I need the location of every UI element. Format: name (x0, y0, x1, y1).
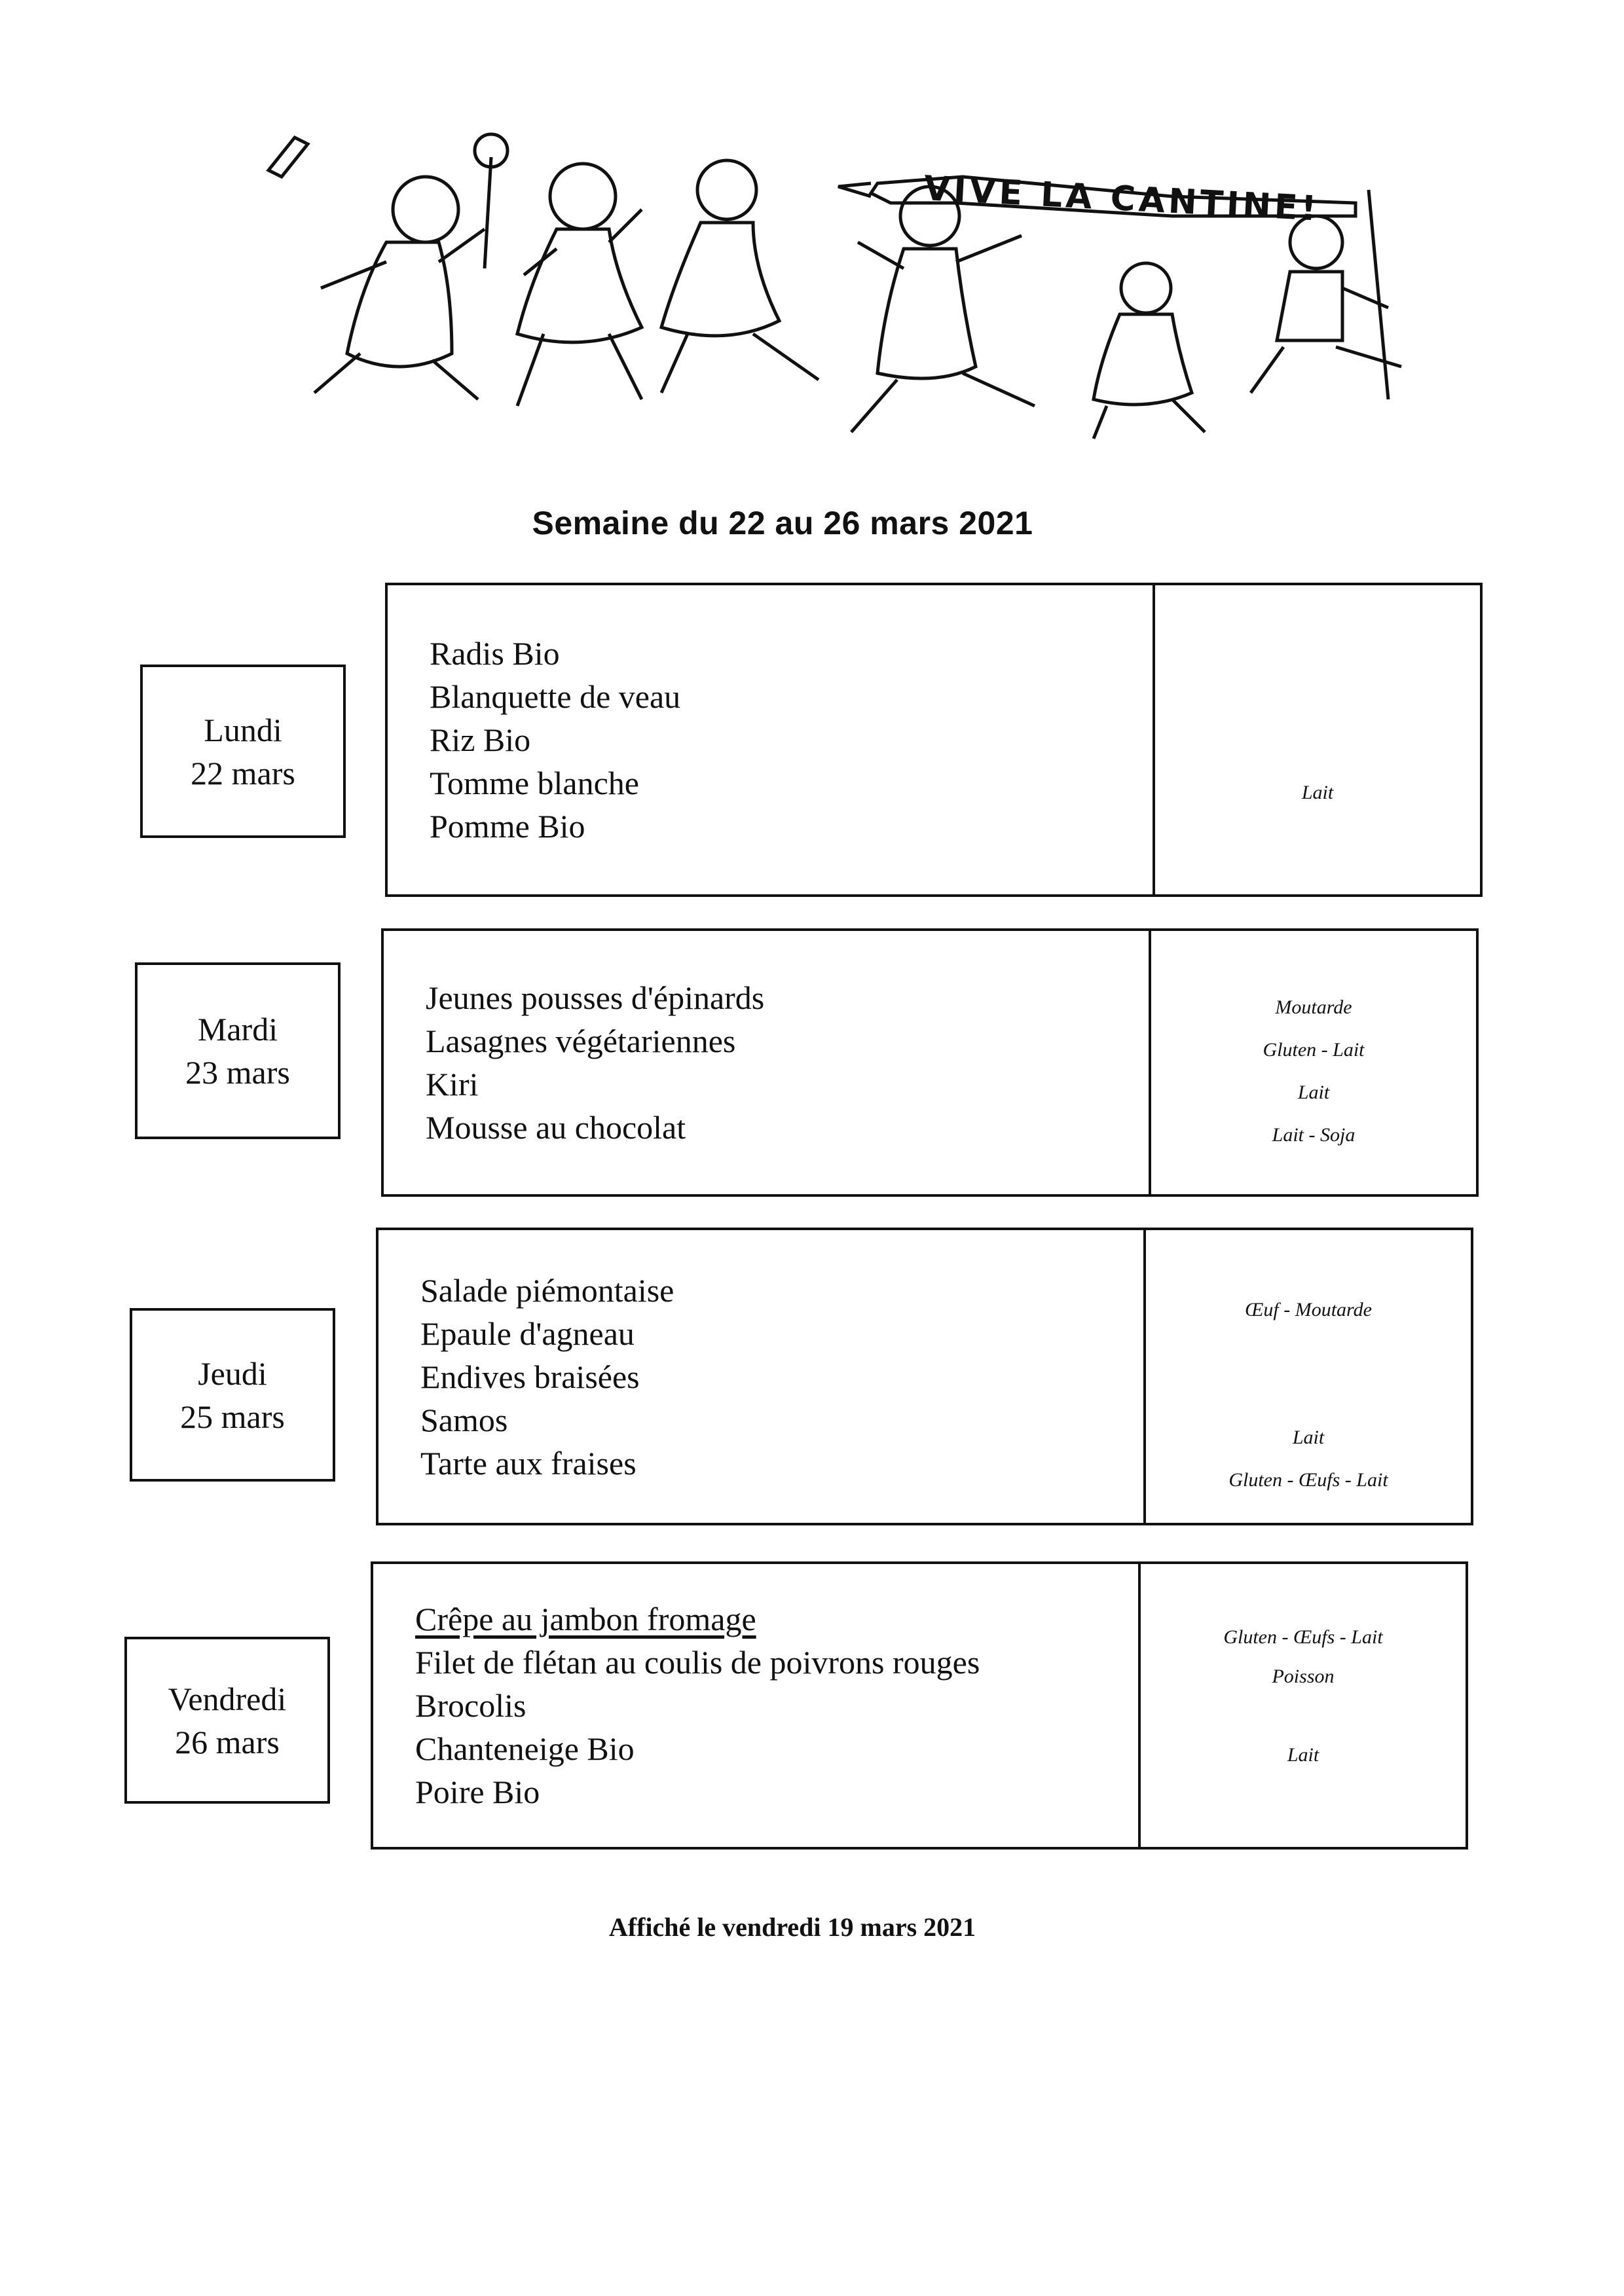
dish-item: Filet de flétan au coulis de poivrons rouges (415, 1644, 980, 1681)
day-name: Lundi (204, 711, 282, 748)
dish-item: Crêpe au jambon fromage (415, 1601, 756, 1637)
allergen-item: Gluten - Œufs - Lait (1228, 1469, 1388, 1491)
menu-box (381, 928, 1479, 1197)
dish-item: Radis Bio (430, 635, 560, 672)
day-date: 26 mars (175, 1723, 280, 1760)
allergen-column (1143, 1230, 1471, 1523)
dish-item: Endives braisées (420, 1358, 640, 1395)
child-figure-icon (517, 164, 642, 406)
day-label-box (124, 1637, 330, 1804)
day-date: 23 mars (185, 1054, 290, 1091)
dish-item: Pomme Bio (430, 808, 585, 845)
allergen-item: Lait (1301, 782, 1334, 803)
dish-item: Tomme blanche (430, 765, 639, 801)
day-date: 25 mars (180, 1398, 285, 1435)
dish-item: Blanquette de veau (430, 678, 681, 715)
dish-item: Tarte aux fraises (420, 1444, 637, 1482)
day-name: Vendredi (168, 1680, 287, 1717)
allergen-item: Lait - Soja (1272, 1124, 1356, 1146)
banner-illustration (190, 118, 1408, 484)
woman-figure-icon (851, 187, 1035, 432)
dish-list (373, 1564, 1138, 1847)
dish-list (378, 1230, 1143, 1523)
child-figure-icon (661, 160, 819, 393)
posted-note: Affiché le vendredi 19 mars 2021 (608, 1912, 976, 1942)
allergen-item: Gluten - Œufs - Lait (1223, 1626, 1383, 1648)
banner-text: VIVE LA CANTINE! (923, 169, 1318, 229)
dish-item: Kiri (426, 1066, 479, 1102)
dish-item: Chanteneige Bio (415, 1730, 635, 1767)
dish-item: Brocolis (415, 1687, 526, 1724)
dish-item: Jeunes pousses d'épinards (426, 979, 765, 1016)
menu-box (371, 1561, 1468, 1850)
dish-item: Epaule d'agneau (420, 1315, 635, 1352)
allergen-item: Lait (1297, 1082, 1330, 1103)
menu-box (385, 583, 1483, 897)
allergen-item: Lait (1292, 1427, 1325, 1448)
day-label-box (135, 962, 341, 1139)
dish-item: Poire Bio (415, 1774, 540, 1810)
week-title: Semaine du 22 au 26 mars 2021 (532, 505, 1033, 541)
allergen-item: Moutarde (1275, 996, 1352, 1018)
dish-list (384, 931, 1149, 1194)
boy-figure-icon (1251, 216, 1401, 393)
day-date: 22 mars (191, 754, 295, 792)
allergen-column (1149, 931, 1476, 1194)
allergen-item: Poisson (1272, 1666, 1335, 1687)
day-name: Jeudi (198, 1355, 267, 1392)
day-label-box (140, 665, 346, 838)
dish-item: Riz Bio (430, 721, 531, 758)
dish-list (388, 585, 1153, 894)
allergen-item: Lait (1287, 1744, 1320, 1766)
menu-box (376, 1228, 1473, 1525)
child-figure-icon (1094, 263, 1205, 439)
allergen-column (1138, 1564, 1466, 1847)
allergen-item: Œuf - Moutarde (1245, 1299, 1372, 1321)
dish-item: Salade piémontaise (420, 1271, 674, 1309)
dish-item: Lasagnes végétariennes (426, 1023, 736, 1059)
day-name: Mardi (197, 1011, 278, 1048)
cook-figure-icon (268, 134, 507, 399)
dish-item: Mousse au chocolat (426, 1109, 686, 1146)
allergen-column (1153, 585, 1480, 894)
day-label-box (130, 1308, 335, 1482)
dish-item: Samos (420, 1401, 508, 1438)
allergen-item: Gluten - Lait (1263, 1039, 1365, 1061)
